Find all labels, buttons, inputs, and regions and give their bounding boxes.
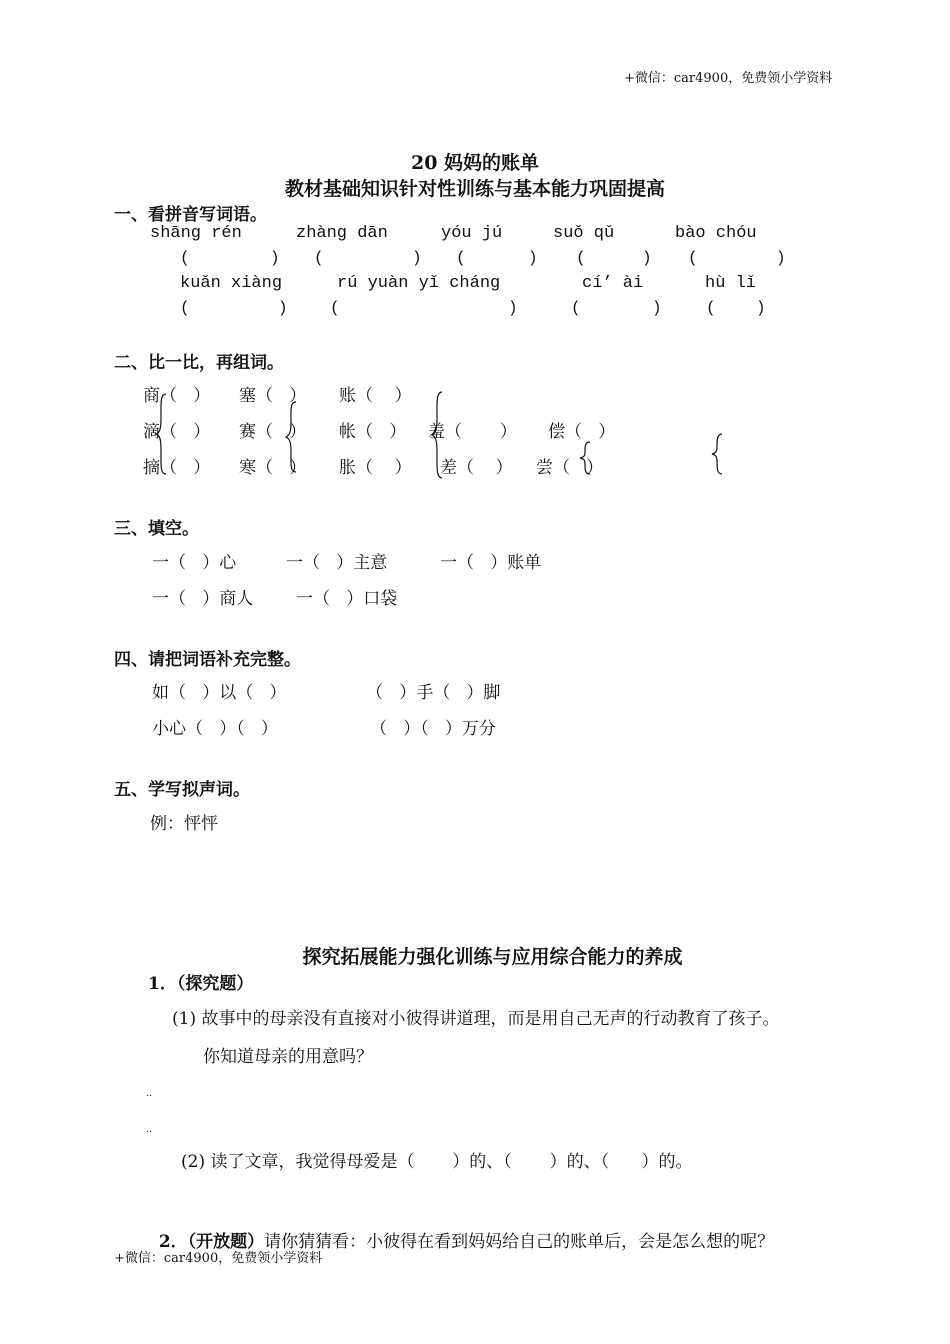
section4-heading: 四、请把词语补充完整。 — [114, 650, 301, 670]
left-brace-icon — [578, 440, 592, 476]
compare-item: 胀（ ） — [339, 458, 412, 478]
compare-item: 帐（ ） — [339, 422, 407, 442]
fill-blank-item: 一（ ）心 — [152, 553, 237, 573]
answer-blank-close: ) — [412, 249, 422, 267]
answer-blank-open: ( — [571, 299, 581, 317]
compare-item: 账（ ） — [339, 386, 412, 406]
page-title: 20 妈妈的账单 — [410, 152, 540, 174]
page-subtitle: 教材基础知识针对性训练与基本能力巩固提高 — [284, 178, 665, 200]
answer-blank-close: ) — [270, 249, 280, 267]
compare-item: 塞（ ） — [239, 386, 307, 406]
answer-blank-open: ( — [180, 299, 190, 317]
compare-item: 偿（ ） — [548, 422, 616, 442]
pinyin-ru-yuan-yi-chang: rú yuàn yǐ cháng — [337, 274, 501, 293]
header-note: +微信：car4900，免费领小学资料 — [624, 71, 833, 86]
pinyin-shang-ren: shāng rén — [150, 224, 242, 243]
example-text: 例：怦怦 — [150, 814, 218, 834]
answer-blank-open: ( — [706, 299, 716, 317]
left-brace-icon — [154, 392, 168, 476]
compare-item: 赛（ ） — [239, 422, 307, 442]
section2-heading: 二、比一比，再组词。 — [114, 353, 284, 373]
answer-blank-close: ) — [652, 299, 662, 317]
answer-blank-close: ) — [756, 299, 766, 317]
pinyin-hu-li: hù lǐ — [705, 274, 757, 293]
question1-part1-prompt: 你知道母亲的用意吗？ — [203, 1047, 373, 1067]
question1-part1: (1) 故事中的母亲没有直接对小彼得讲道理，而是用自己无声的行动教育了孩子。 — [172, 1009, 780, 1029]
question1-label: 1．（探究题） — [148, 974, 254, 994]
left-brace-icon — [710, 432, 724, 476]
answer-blank-open: ( — [330, 299, 340, 317]
section5-heading: 五、学写拟声词。 — [114, 780, 250, 800]
pinyin-kuan-xiang: kuǎn xiàng — [180, 274, 283, 293]
idiom-item: 小心（ ）（ ） — [152, 719, 278, 739]
answer-blank-open: ( — [456, 249, 466, 267]
part2-heading: 探究拓展能力强化训练与应用综合能力的养成 — [302, 946, 683, 968]
section3-heading: 三、填空。 — [114, 519, 199, 539]
answer-blank-open: ( — [576, 249, 586, 267]
question1-part2: (2) 读了文章，我觉得母爱是（ ）的、（ ）的、（ ）的。 — [181, 1152, 693, 1172]
footer-note: +微信：car4900，免费领小学资料 — [114, 1251, 323, 1266]
pinyin-ci-ai: cí’ ài — [582, 274, 644, 293]
pinyin-zhang-dan: zhàng dān — [296, 224, 388, 243]
fill-blank-item: 一（ ）商人 — [152, 589, 254, 609]
answer-line: .. — [146, 1124, 153, 1135]
compare-item: 羞（ ） — [428, 422, 517, 442]
compare-item: 差（ ） — [440, 458, 513, 478]
answer-blank-open: ( — [314, 249, 324, 267]
answer-blank-close: ) — [508, 299, 518, 317]
left-brace-icon — [284, 400, 298, 474]
pinyin-bao-chou: bào chóu — [675, 224, 757, 243]
fill-blank-item: 一（ ）账单 — [440, 553, 542, 573]
answer-line: .. — [146, 1088, 153, 1099]
pinyin-you-ju: yóu jú — [441, 224, 503, 243]
fill-blank-item: 一（ ）主意 — [286, 553, 388, 573]
idiom-item: 如（ ）以（ ） — [152, 683, 287, 703]
question2-label: 2．（开放题） — [158, 1232, 265, 1252]
idiom-item: （ ）手（ ）脚 — [366, 683, 501, 703]
fill-blank-item: 一（ ）口袋 — [296, 589, 398, 609]
question2-text: 请你猜猜看：小彼得在看到妈妈给自己的账单后，会是怎么想的呢？ — [264, 1232, 775, 1252]
section1-heading: 一、看拼音写词语。 — [114, 205, 267, 225]
answer-blank-close: ) — [642, 249, 652, 267]
compare-item: 商（ ） — [143, 386, 211, 406]
left-brace-icon — [430, 390, 444, 480]
compare-item: 尝（ ） — [536, 458, 604, 478]
answer-blank-open: ( — [180, 249, 190, 267]
compare-item: 滴（ ） — [143, 422, 211, 442]
pinyin-suo-qu: suǒ qǔ — [553, 224, 615, 243]
compare-item: 寒（ ） — [239, 458, 307, 478]
idiom-item: （ ）（ ）万分 — [370, 719, 496, 739]
question2 — [148, 1207, 774, 1252]
compare-item: 摘（ ） — [143, 458, 211, 478]
answer-blank-close: ) — [776, 249, 786, 267]
answer-blank-open: ( — [688, 249, 698, 267]
answer-blank-close: ) — [528, 249, 538, 267]
answer-blank-close: ) — [278, 299, 288, 317]
